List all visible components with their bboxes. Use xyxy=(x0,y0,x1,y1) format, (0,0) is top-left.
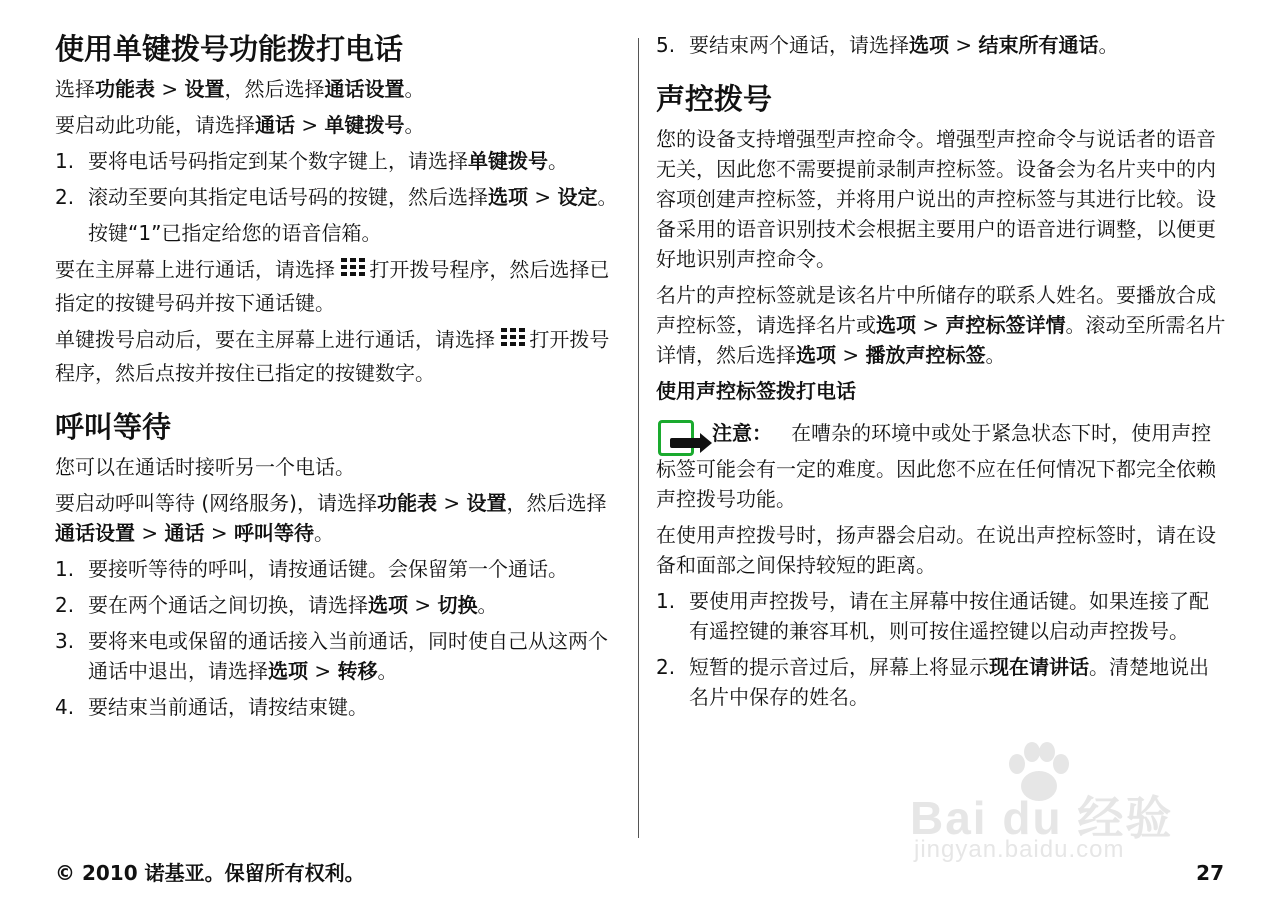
call-waiting-step-1: 1. 要接听等待的呼叫，请按通话键。会保留第一个通话。 xyxy=(55,557,568,581)
left-column xyxy=(55,30,625,728)
voice-dial-step-2: 2. 短暂的提示音过后，屏幕上将显示现在请讲话。清楚地说出名片中保存的姓名。 xyxy=(656,655,1209,709)
keypad-icon xyxy=(501,324,525,354)
keypad-icon xyxy=(341,254,365,284)
speed-dial-title: 使用单键拨号功能拨打电话 xyxy=(55,32,404,66)
watermark-brand: Bai du 经验 xyxy=(910,792,1174,844)
voice-dial-speaker-info: 在使用声控拨号时，扬声器会启动。在说出声控标签时，请在设备和面部之间保持较短的距离。 xyxy=(656,523,1216,577)
voice-dial-intro: 您的设备支持增强型声控命令。增强型声控命令与说话者的语音无关，因此您不需要提前录制声控标签。设备会为名片夹中的内容项创建声控标签，并将用户说出的声控标签与其进行比较。设备采用的语音识别技术会根据主要用户的语音进行调整，以便更好地识别声控命令。 xyxy=(656,127,1216,271)
voice-dial-step-1: 1. 要使用声控拨号，请在主屏幕中按住通话键。如果连接了配有遥控键的兼容耳机，则可按住遥控键以启动声控拨号。 xyxy=(656,589,1209,643)
call-waiting-activate: 要启动呼叫等待 (网络服务)，请选择功能表 > 设置，然后选择通话设置 > 通话 > 呼叫等待。 xyxy=(55,491,607,545)
call-waiting-intro: 您可以在通话时接听另一个电话。 xyxy=(55,455,355,479)
call-waiting-title: 呼叫等待 xyxy=(55,410,172,444)
speed-dial-activate: 要启动此功能，请选择通话 > 单键拨号。 xyxy=(55,113,425,137)
speed-dial-settings-path: 选择功能表 > 设置，然后选择通话设置。 xyxy=(55,77,425,101)
page-number: 27 xyxy=(1196,861,1224,885)
call-waiting-step-4: 4. 要结束当前通话，请按结束键。 xyxy=(55,695,368,719)
voice-tag-call-subhead: 使用声控标签拨打电话 xyxy=(656,379,856,403)
speed-dial-after-activate: 单键拨号启动后，要在主屏幕上进行通话，请选择 打开拨号程序，然后点按并按住已指定的按键数字。 xyxy=(55,324,625,388)
note-label: 注意： xyxy=(712,421,772,445)
call-waiting-step-5: 5. 要结束两个通话，请选择选项 > 结束所有通话。 xyxy=(656,33,1119,57)
voice-tag-info: 名片的声控标签就是该名片中所储存的联系人姓名。要播放合成声控标签，请选择名片或选项 > 声控标签详情。滚动至所需名片详情，然后选择选项 > 播放声控标签。 xyxy=(656,283,1226,367)
speed-dial-voicemail-note: 按键“1”已指定给您的语音信箱。 xyxy=(88,221,382,245)
call-waiting-step-3: 3. 要将来电或保留的通话接入当前通话，同时使自己从这两个通话中退出，请选择选项 > 转移。 xyxy=(55,629,608,683)
call-waiting-step-2: 2. 要在两个通话之间切换，请选择选项 > 切换。 xyxy=(55,593,498,617)
column-divider xyxy=(638,38,639,838)
voice-dial-note: 注意： 在嘈杂的环境中或处于紧急状态下时，使用声控标签可能会有一定的难度。因此您不应在任何情况下都完全依赖声控拨号功能。 xyxy=(656,418,1226,514)
right-column xyxy=(656,30,1226,718)
speed-dial-home-call: 要在主屏幕上进行通话，请选择 打开拨号程序，然后选择已指定的按键号码并按下通话键。 xyxy=(55,254,625,318)
speed-dial-step-1: 1. 要将电话号码指定到某个数字键上，请选择单键拨号。 xyxy=(55,149,568,173)
voice-dial-title: 声控拨号 xyxy=(656,82,773,116)
speed-dial-step-2: 2. 滚动至要向其指定电话号码的按键，然后选择选项 > 设定。 xyxy=(55,185,618,209)
note-hand-icon xyxy=(656,418,712,454)
copyright: © 2010 诺基亚。保留所有权利。 xyxy=(55,861,365,885)
baidu-watermark xyxy=(910,740,1210,870)
watermark-url: jingyan.baidu.com xyxy=(914,836,1125,863)
